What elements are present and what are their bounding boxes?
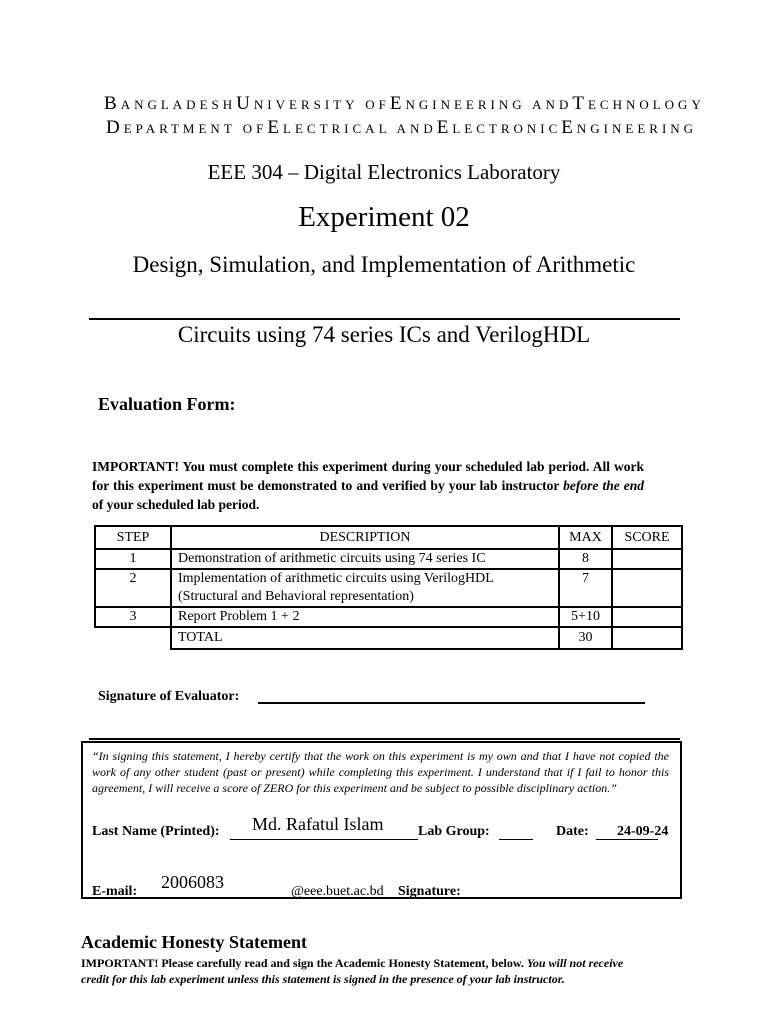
- row-description: [171, 569, 559, 607]
- date-value[interactable]: 24-09-24: [617, 824, 669, 839]
- last-name-underline: [230, 839, 418, 840]
- pledge-statement: “In signing this statement, I hereby certify that the work on this experiment is my own and that I have not copied the work of any other student (past or present) while completing this experiment. I understand that if I fail to honor this agreement, I will receive a score of ZERO for this experiment and be subject to possible disciplinary action.”: [92, 749, 669, 795]
- header-max: MAX: [559, 526, 612, 549]
- email-label: E-mail:: [92, 884, 138, 899]
- evaluator-signature-line[interactable]: [258, 702, 645, 704]
- table-header-row: [95, 526, 682, 549]
- total-score[interactable]: [612, 627, 682, 649]
- row-description: Demonstration of arithmetic circuits using 74 series IC: [171, 549, 559, 569]
- university-name: BANGLADESHUNIVERSITY OFENGINEERING ANDTECHNOLOGY: [104, 93, 705, 114]
- row-description-line2: (Structural and Behavioral representation): [178, 589, 414, 604]
- evaluator-signature-label: Signature of Evaluator:: [98, 689, 240, 704]
- signature-label: Signature:: [398, 884, 461, 899]
- email-domain: @eee.buet.ac.bd: [291, 884, 384, 899]
- row-max: 8: [559, 549, 612, 569]
- email-value[interactable]: 2006083: [161, 872, 224, 892]
- date-underline: [596, 839, 658, 840]
- row-step: 3: [95, 607, 171, 627]
- row-description-line1: Implementation of arithmetic circuits using VerilogHDL: [178, 571, 494, 586]
- header-score: SCORE: [612, 526, 682, 549]
- experiment-subtitle-line2: Circuits using 74 series ICs and VerilogHDL: [177, 322, 591, 347]
- row-description: Report Problem 1 + 2: [171, 607, 559, 627]
- department-name: DEPARTMENT OFELECTRICAL ANDELECTRONICENGINEERING: [106, 117, 698, 138]
- row-score[interactable]: [612, 607, 682, 627]
- table-total-row: [95, 627, 682, 649]
- last-name-value[interactable]: Md. Rafatul Islam: [252, 814, 384, 834]
- evaluation-form-title: Evaluation Form:: [98, 394, 236, 414]
- honesty-body: IMPORTANT! Please carefully read and sign the Academic Honesty Statement, below. You will not receive credit for this lab experiment unless this statement is signed in the presence of your lab instructor.: [81, 956, 624, 986]
- table-row: [95, 607, 682, 627]
- evaluation-table: [94, 525, 683, 650]
- course-title: EEE 304 – Digital Electronics Laboratory: [207, 160, 561, 184]
- row-score[interactable]: [612, 549, 682, 569]
- title-rule: [89, 318, 680, 320]
- last-name-label: Last Name (Printed):: [92, 824, 220, 839]
- header-step: STEP: [95, 526, 171, 549]
- row-max: 7: [559, 569, 612, 607]
- lab-group-underline[interactable]: [499, 839, 533, 840]
- header-description: DESCRIPTION: [171, 526, 559, 549]
- honesty-title: Academic Honesty Statement: [81, 932, 307, 952]
- total-label: TOTAL: [171, 627, 559, 649]
- row-step: 1: [95, 549, 171, 569]
- pledge-top-rule: [89, 738, 680, 740]
- row-max: 5+10: [559, 607, 612, 627]
- table-row: [95, 549, 682, 569]
- row-step: 2: [95, 569, 171, 607]
- total-spacer: [95, 627, 171, 649]
- table-row: [95, 569, 682, 607]
- lab-group-label: Lab Group:: [418, 824, 490, 839]
- date-label: Date:: [556, 824, 589, 839]
- experiment-title: Experiment 02: [298, 201, 470, 233]
- row-score[interactable]: [612, 569, 682, 607]
- experiment-subtitle-line1: Design, Simulation, and Implementation of Arithmetic: [132, 252, 636, 277]
- important-notice: IMPORTANT! You must complete this experiment during your scheduled lab period. All work for this experiment must be demonstrated to and verified by your lab instructor before the end of your scheduled lab period.: [92, 459, 645, 512]
- total-max: 30: [559, 627, 612, 649]
